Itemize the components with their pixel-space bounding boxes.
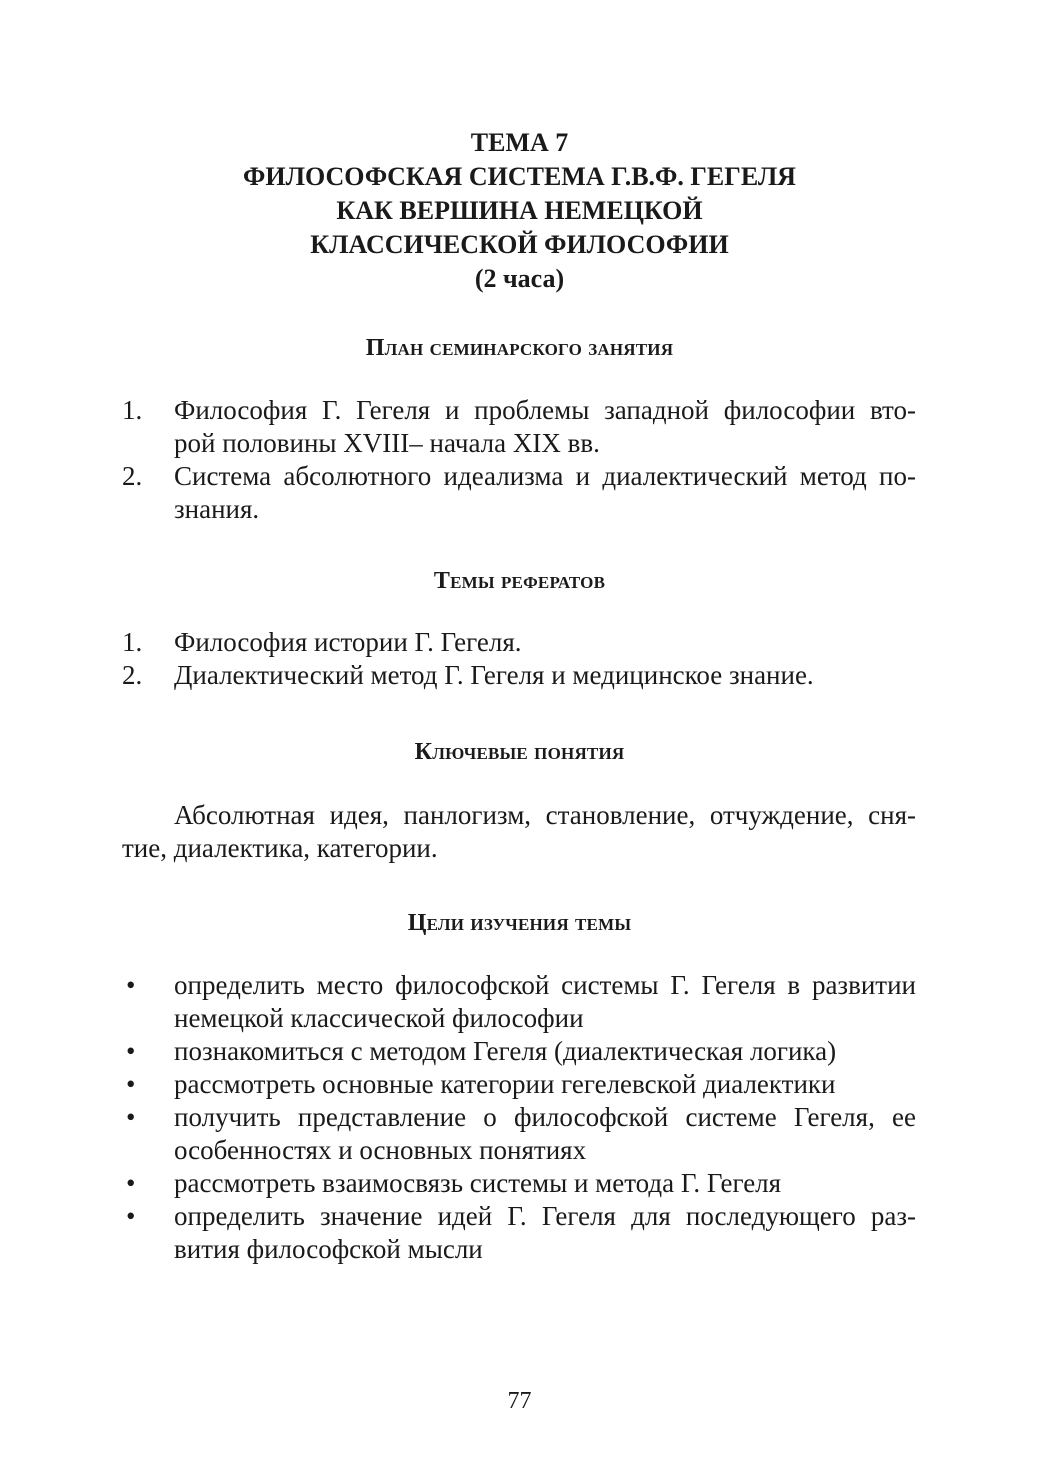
- topic-number: ТЕМА 7: [470, 128, 569, 157]
- list-item-text: рой половины XVIII– начала XIX вв.: [174, 428, 600, 458]
- topic-title-line: КАК ВЕРШИНА НЕМЕЦКОЙ: [336, 196, 703, 225]
- bullet-marker: •: [126, 1201, 136, 1231]
- essay-topics-heading: Темы рефератов: [433, 568, 606, 594]
- list-item: [122, 969, 916, 1035]
- list-item-text: познакомиться с методом Гегеля (диалектическая логика): [174, 1036, 837, 1066]
- list-item: [122, 394, 916, 460]
- list-item-text: знания.: [174, 494, 260, 524]
- list-marker: 1.: [122, 627, 143, 657]
- list-item-text: особенностях и основных понятиях: [174, 1135, 587, 1165]
- list-item-text: вития философской мысли: [174, 1234, 483, 1264]
- seminar-plan-heading: План семинарского занятия: [365, 335, 674, 361]
- list-item-text: Система абсолютного идеализма и диалектический метод по-: [174, 461, 916, 491]
- list-item-text: Диалектический метод Г. Гегеля и медицинское знание.: [174, 660, 814, 690]
- key-concepts-heading: Ключевые понятия: [414, 739, 625, 765]
- list-item: [122, 1101, 916, 1167]
- bullet-marker: •: [126, 1036, 136, 1066]
- list-item: [122, 1200, 916, 1266]
- list-item: [122, 626, 916, 659]
- list-item: [122, 1068, 916, 1101]
- list-item: [122, 1035, 916, 1068]
- goals-heading: Цели изучения темы: [407, 910, 632, 936]
- bullet-marker: •: [126, 1102, 136, 1132]
- list-item-text: рассмотреть взаимосвязь системы и метода Г. Гегеля: [174, 1168, 782, 1198]
- list-item-text: немецкой классической философии: [174, 1003, 584, 1033]
- bullet-marker: •: [126, 970, 136, 1000]
- list-marker: 2.: [122, 461, 143, 491]
- list-item-text: получить представление о философской системе Гегеля, ее: [174, 1102, 916, 1132]
- seminar-plan-list: [122, 394, 916, 526]
- list-marker: 1.: [122, 395, 143, 425]
- essay-topics-list: [122, 626, 916, 692]
- list-item-text: Философия Г. Гегеля и проблемы западной философии вто-: [174, 395, 916, 425]
- list-item-text: рассмотреть основные категории гегелевской диалектики: [174, 1069, 836, 1099]
- list-marker: 2.: [122, 660, 143, 690]
- list-item-text: определить значение идей Г. Гегеля для последующего раз-: [174, 1201, 916, 1231]
- list-item-text: Философия истории Г. Гегеля.: [174, 627, 522, 657]
- topic-hours: (2 часа): [474, 264, 565, 293]
- list-item-text: определить место философской системы Г. Гегеля в развитии: [174, 970, 916, 1000]
- paragraph-line: тие, диалектика, категории.: [122, 833, 438, 863]
- key-concepts-paragraph: [122, 799, 916, 865]
- goals-list: [122, 969, 916, 1266]
- topic-title-line: КЛАССИЧЕСКОЙ ФИЛОСОФИИ: [310, 230, 729, 259]
- list-item: [122, 460, 916, 526]
- bullet-marker: •: [126, 1069, 136, 1099]
- list-item: [122, 1167, 916, 1200]
- paragraph-line: Абсолютная идея, панлогизм, становление, отчуждение, сня-: [174, 800, 916, 830]
- topic-title-line: ФИЛОСОФСКАЯ СИСТЕМА Г.В.Ф. ГЕГЕЛЯ: [243, 162, 796, 191]
- page-number: 77: [507, 1388, 532, 1414]
- topic-title: [0, 126, 1039, 296]
- list-item: [122, 659, 916, 692]
- bullet-marker: •: [126, 1168, 136, 1198]
